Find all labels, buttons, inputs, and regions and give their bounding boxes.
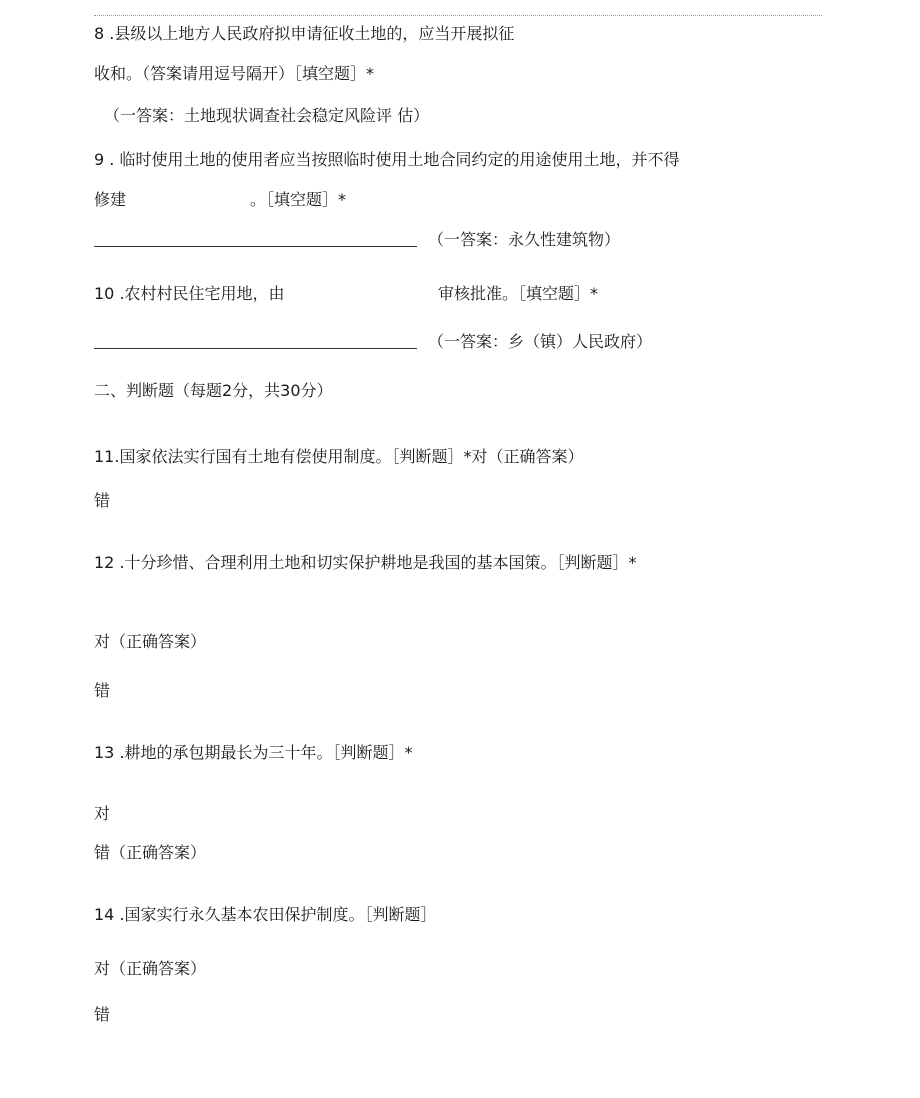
q14-option-right[interactable]: 对（正确答案） — [94, 959, 207, 978]
q13-question: 13 .耕地的承包期最长为三十年。［判断题］* — [94, 743, 413, 762]
q8-text-line1: 8 .县级以上地方人民政府拟申请征收土地的，应当开展拟征 — [94, 24, 515, 43]
q14-question: 14 .国家实行永久基本农田保护制度。［判断题］ — [94, 905, 437, 924]
q11-question: 11.国家依法实行国有土地有偿使用制度。［判断题］*对（正确答案） — [94, 447, 584, 466]
q9-answer-blank — [94, 246, 417, 247]
q12-option-right[interactable]: 对（正确答案） — [94, 632, 207, 651]
q10-answer-blank — [94, 348, 417, 349]
q13-option-wrong[interactable]: 错（正确答案） — [94, 843, 207, 862]
q9-text-line2-suffix: 。［填空题］* — [250, 190, 347, 209]
q13-option-right[interactable]: 对 — [94, 804, 111, 823]
section-heading-judgement: 二、判断题（每题2分，共30分） — [94, 381, 333, 400]
q9-answer: （一答案：永久性建筑物） — [428, 230, 621, 249]
q9-text-line2-prefix: 修建 — [94, 190, 127, 209]
top-divider — [94, 15, 822, 16]
q10-text-suffix: 审核批准。［填空题］* — [438, 284, 599, 303]
q8-text-line2: 收和。（答案请用逗号隔开）［填空题］* — [94, 64, 375, 83]
q10-answer: （一答案：乡（镇）人民政府） — [428, 332, 653, 351]
q12-option-wrong[interactable]: 错 — [94, 681, 111, 700]
q8-answer: （一答案：土地现状调查社会稳定风险评 估） — [104, 106, 430, 125]
q9-text-line1: 9 . 临时使用土地的使用者应当按照临时使用土地合同约定的用途使用土地，并不得 — [94, 150, 680, 169]
q12-question: 12 .十分珍惜、合理利用土地和切实保护耕地是我国的基本国策。［判断题］* — [94, 553, 637, 572]
q10-text-prefix: 10 .农村村民住宅用地，由 — [94, 284, 285, 303]
q11-option-wrong[interactable]: 错 — [94, 491, 111, 510]
q14-option-wrong[interactable]: 错 — [94, 1005, 111, 1024]
